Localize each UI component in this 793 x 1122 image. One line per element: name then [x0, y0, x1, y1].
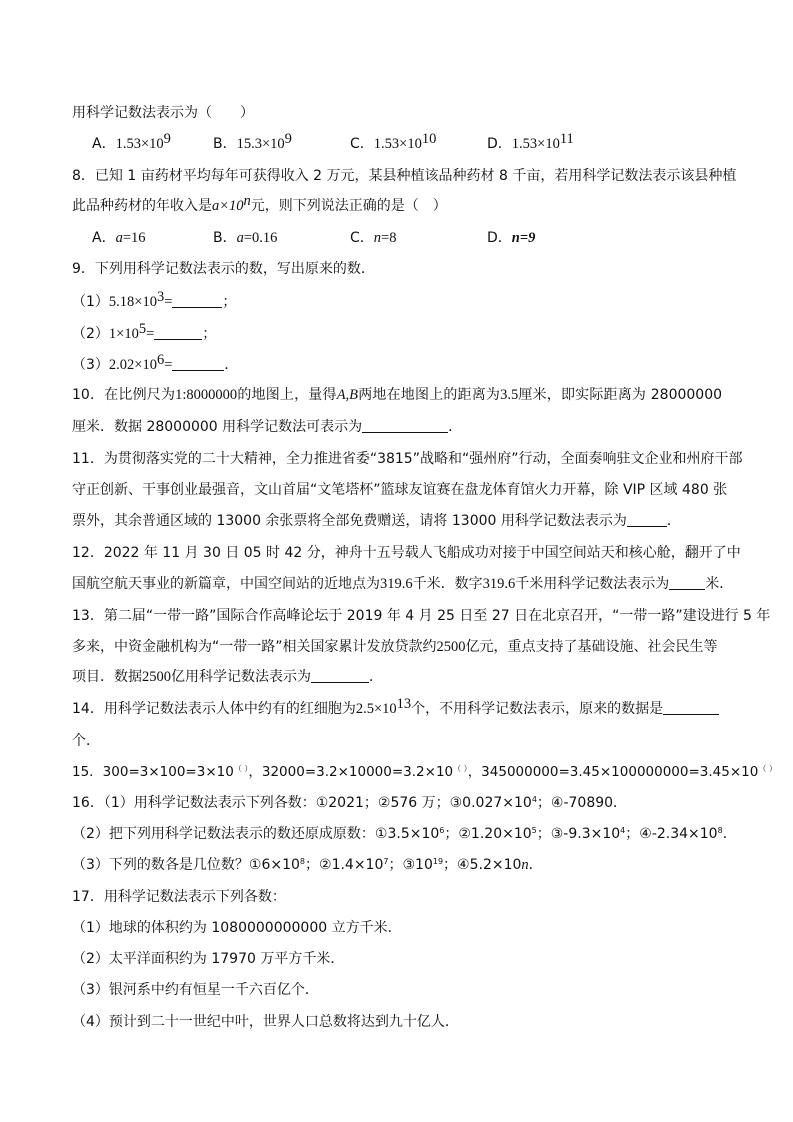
- answer-blank[interactable]: [172, 293, 222, 308]
- q7-option-a[interactable]: A．$1.53\times 10^9$: [92, 131, 171, 152]
- q9-item-1: $(1)5.18\times 10^3=$ ；: [72, 289, 237, 310]
- q12-line2: 国航空航天事业的新篇章，中国空间站的近地点为319.6千米．数字319.6千米用科学记数法表示为 米．: [72, 576, 734, 592]
- q13-line3: 项目．数据2500亿用科学记数法表示为 ．: [72, 669, 383, 685]
- q16-line3: （3）下列的数各是几位数？$①6\times 10^8$；$②1.4\times 10^7$；$③10^{19}$；④5.2×10n．: [72, 857, 543, 873]
- answer-blank[interactable]: [172, 356, 224, 371]
- q17-item-4: （4）预计到二十一世纪中叶，世界人口总数将达到九十亿人．: [72, 1014, 459, 1030]
- answer-blank[interactable]: [311, 668, 369, 683]
- q8-option-b[interactable]: B．a=0.16: [213, 230, 278, 246]
- answer-blank[interactable]: [627, 512, 667, 527]
- q9-stem: 9．下列用科学记数法表示的数，写出原来的数．: [72, 261, 375, 277]
- q8-line2: 此品种药材的年收入是$a\times 10^n$元，则下列说法正确的是（ ）: [72, 193, 447, 214]
- answer-blank[interactable]: [669, 575, 705, 590]
- q7-option-c[interactable]: C．$1.53\times 10^{10}$: [350, 131, 437, 152]
- q14-line2: 个．: [72, 733, 100, 749]
- q10-line2: 厘米．数据 28000000 用科学记数法可表示为 ．: [72, 419, 463, 435]
- q17-item-2: （2）太平洋面积约为 17970 万平方千米．: [72, 951, 345, 967]
- q11-line3: 票外，其余普通区域的 13000 余张票将全部免费赠送，请将 13000 用科学记数法表示为 ．: [72, 513, 681, 529]
- q8-option-c[interactable]: C．n=8: [350, 230, 397, 246]
- q7-option-d[interactable]: D．$1.53\times 10^{11}$: [487, 131, 574, 152]
- q12-line1: 12．2022 年 11 月 30 日 05 时 42 分，神舟十五号载人飞船成功对接于中国空间站天和核心舱，翻开了中: [72, 545, 741, 561]
- q17-item-3: （3）银河系中约有恒星一千六百亿个．: [72, 982, 319, 998]
- q16-line1: 16．（1）用科学记数法表示下列各数：①2021；②576 万；$③0.027\times 10^4$；④-70890．: [72, 795, 628, 811]
- q13-line1: 13．第二届“一带一路”国际合作高峰论坛于 2019 年 4 月 25 日至 27 日在北京召开，“一带一路”建设进行 5 年: [72, 608, 771, 624]
- q7-option-b[interactable]: B．$15.3\times 10^9$: [213, 131, 292, 152]
- q9-item-3: $(3)2.02\times 10^6=$ ．: [72, 352, 239, 373]
- q17-item-1: （1）地球的体积约为 1080000000000 立方千米．: [72, 920, 402, 936]
- answer-blank[interactable]: [362, 418, 448, 433]
- answer-blank[interactable]: [154, 325, 202, 340]
- q11-line1: 11．为贯彻落实党的二十大精神，全力推进省委“3815”战略和“强州府”行动，全面奏响驻文企业和州府干部: [72, 451, 743, 467]
- q16-line2: （2）把下列用科学记数法表示的数还原成原数：$①3.5\times 10^6$；$②1.20\times 10^5$；$③-9.3\times 10^4$；$④-2.34\times 10^8$．: [72, 826, 737, 842]
- q9-item-2: $(2)1\times 10^5=$ ；: [72, 321, 217, 342]
- q10-line1: 10．在比例尺为1:8000000的地图上，量得A,B两地在地图上的距离为3.5厘米，即实际距离为 28000000: [72, 387, 723, 403]
- q8-option-a[interactable]: A．a=16: [92, 230, 146, 246]
- q7-stem: 用科学记数法表示为（ ）: [72, 105, 254, 121]
- q15-line: 15．300=3×100=3×10（ ），32000=3.2×10000=3.2×10（ ），345000000=3.45×100000000=3.45×10（ ）: [72, 764, 777, 780]
- q14-line1: 14．用科学记数法表示人体中约有的红细胞为$2.5\times 10^{13}$个，不用科学记数法表示，原来的数据是: [72, 699, 719, 719]
- q13-line2: 多来，中资金融机构为“一带一路”相关国家累计发放贷款约2500亿元，重点支持了基础设施、社会民生等: [72, 639, 718, 655]
- answer-blank[interactable]: [663, 700, 719, 715]
- q8-line1: 8．已知 1 亩药材平均每年可获得收入 2 万元，某县种植该品种药材 8 千亩，若用科学记数法表示该县种植: [72, 168, 737, 184]
- q11-line2: 守正创新、干事创业最强音，文山首届“文笔塔杯”篮球友谊赛在盘龙体育馆火力开幕，除 VIP 区域 480 张: [72, 482, 728, 498]
- q17-stem: 17．用科学记数法表示下列各数：: [72, 889, 286, 905]
- q8-option-d[interactable]: D．n=9: [487, 230, 536, 246]
